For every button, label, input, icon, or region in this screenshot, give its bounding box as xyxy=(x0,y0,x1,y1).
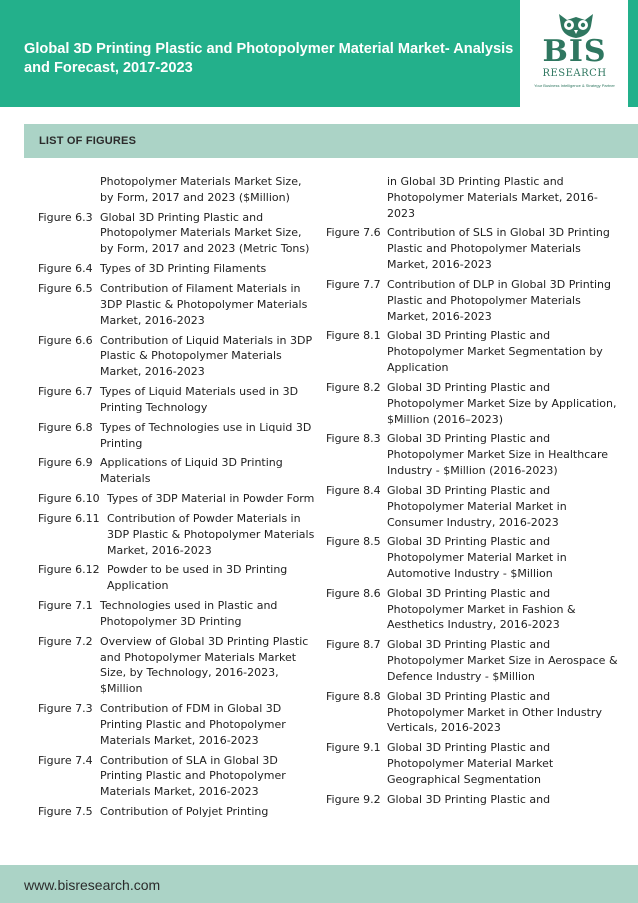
figure-entry xyxy=(326,483,618,530)
figure-entry xyxy=(38,384,318,416)
figure-caption: Global 3D Printing Plastic and Photopolymer Material Market in Automotive Industry - $Million xyxy=(387,535,567,580)
figure-entry xyxy=(326,534,618,581)
figure-entry xyxy=(38,562,318,594)
figure-caption: Types of Liquid Materials used in 3D Printing Technology xyxy=(100,385,299,414)
figure-number xyxy=(38,174,100,206)
figure-number: Figure 8.5 xyxy=(326,535,381,549)
figure-number: Figure 6.9 xyxy=(38,456,93,470)
figure-entry xyxy=(326,277,618,324)
header-band xyxy=(0,0,520,107)
figure-caption: Contribution of DLP in Global 3D Printing Plastic and Photopolymer Materials Market, 2016-2023 xyxy=(387,277,612,323)
figure-entry xyxy=(38,281,318,328)
figure-caption: Global 3D Printing Plastic and Photopolymer Market Size in Healthcare Industry - $Million (2016-2023) xyxy=(387,432,609,478)
footer-bar xyxy=(0,865,638,903)
figure-number: Figure 8.2 xyxy=(326,380,381,394)
figure-number: Figure 8.1 xyxy=(326,329,381,343)
figure-entry xyxy=(38,804,318,820)
figure-number: Figure 6.3 xyxy=(38,210,93,224)
figure-entry xyxy=(38,210,318,257)
figure-entry xyxy=(38,598,318,630)
figure-number: Figure 6.12 xyxy=(38,563,100,577)
figure-entry xyxy=(326,792,618,808)
figure-entry xyxy=(38,511,318,558)
figure-caption: Global 3D Printing Plastic and Photopolymer Market in Fashion & Aesthetics Industry, 2016-2023 xyxy=(387,586,576,632)
figure-caption: Contribution of Powder Materials in 3DP Plastic & Photopolymer Materials Market, 2016-2023 xyxy=(107,511,315,557)
figure-caption: Contribution of Filament Materials in 3DP Plastic & Photopolymer Materials Market, 2016-2023 xyxy=(100,282,308,327)
figure-entry xyxy=(326,740,618,787)
figure-number: Figure 7.1 xyxy=(38,599,93,613)
figure-caption: Global 3D Printing Plastic and Photopolymer Material Market Geographical Segmentation xyxy=(387,741,554,786)
figure-number: Figure 6.10 xyxy=(38,492,100,506)
figure-entry xyxy=(38,491,318,507)
figure-entry xyxy=(326,380,618,427)
figure-number: Figure 8.6 xyxy=(326,586,381,600)
figure-entry xyxy=(38,420,318,452)
figure-entry xyxy=(326,689,618,736)
figure-caption: Overview of Global 3D Printing Plastic and Photopolymer Materials Market Size, by Technology, 2016-2023, $Million xyxy=(100,634,309,696)
figure-entry xyxy=(326,225,618,272)
bis-research-logo xyxy=(523,0,626,107)
figure-entry xyxy=(38,701,318,748)
figure-caption: Global 3D Printing Plastic and Photopolymer Material Market in Consumer Industry, 2016-2023 xyxy=(387,483,567,529)
figure-caption: Photopolymer Materials Market Size, by Form, 2017 and 2023 ($Million) xyxy=(100,175,302,204)
figure-caption: Technologies used in Plastic and Photopolymer 3D Printing xyxy=(100,599,278,628)
figure-caption: Types of 3DP Material in Powder Form xyxy=(107,492,315,506)
figure-number: Figure 6.8 xyxy=(38,420,93,434)
logo-tagline: Your Business Intelligence & Strategy Partner xyxy=(534,83,615,88)
figure-number: Figure 8.3 xyxy=(326,432,381,446)
figure-number: Figure 6.4 xyxy=(38,262,93,276)
section-header-bar xyxy=(24,124,638,158)
figure-number: Figure 6.11 xyxy=(38,511,100,525)
figure-caption: Contribution of SLA in Global 3D Printing Plastic and Photopolymer Materials Market, 2016-2023 xyxy=(100,753,286,799)
figure-caption: Global 3D Printing Plastic and xyxy=(387,792,551,806)
figure-number: Figure 9.2 xyxy=(326,792,381,806)
logo-brand: BIS xyxy=(542,34,607,69)
figure-entry xyxy=(38,261,318,277)
figure-number: Figure 7.7 xyxy=(326,277,381,291)
figure-number: Figure 7.4 xyxy=(38,753,93,767)
figure-entry xyxy=(38,753,318,800)
figure-number: Figure 7.5 xyxy=(38,805,93,819)
figure-caption: in Global 3D Printing Plastic and Photopolymer Materials Market, 2016-2023 xyxy=(387,175,598,220)
figure-number: Figure 7.2 xyxy=(38,634,93,648)
website-link[interactable]: www.bisresearch.com xyxy=(24,877,161,893)
figure-number: Figure 8.7 xyxy=(326,638,381,652)
figure-entry xyxy=(326,637,618,684)
figure-caption: Global 3D Printing Plastic and Photopolymer Market in Other Industry Verticals, 2016-2023 xyxy=(387,689,602,735)
figure-caption: Global 3D Printing Plastic and Photopolymer Materials Market Size, by Form, 2017 and 2023 (Metric Tons) xyxy=(100,210,310,256)
figure-entry xyxy=(38,455,318,487)
figure-list-right-column xyxy=(326,174,618,812)
figure-caption: Global 3D Printing Plastic and Photopolymer Market Size in Aerospace & Defence Industry - $Million xyxy=(387,638,618,683)
figure-caption: Contribution of SLS in Global 3D Printing Plastic and Photopolymer Materials Market, 2016-2023 xyxy=(387,226,610,272)
section-title: LIST OF FIGURES xyxy=(39,135,137,147)
figure-number: Figure 6.6 xyxy=(38,333,93,347)
figure-caption: Powder to be used in 3D Printing Application xyxy=(107,563,288,593)
figure-entry xyxy=(326,174,618,221)
figure-caption: Types of 3D Printing Filaments xyxy=(100,262,267,276)
figure-list-left-column xyxy=(38,174,318,824)
figure-entry xyxy=(326,328,618,375)
figure-number: Figure 8.8 xyxy=(326,689,381,703)
figure-number: Figure 7.3 xyxy=(38,702,93,716)
figure-entry xyxy=(326,431,618,478)
figure-number: Figure 9.1 xyxy=(326,741,381,755)
figure-caption: Contribution of FDM in Global 3D Printing Plastic and Photopolymer Materials Market, 2016-2023 xyxy=(100,702,286,747)
figure-caption: Global 3D Printing Plastic and Photopolymer Market Segmentation by Application xyxy=(387,329,603,375)
figure-caption: Types of Technologies use in Liquid 3D Printing xyxy=(100,420,312,450)
document-title: Global 3D Printing Plastic and Photopolymer Material Market- Analysis and Forecast, 2017-2023 xyxy=(24,41,514,76)
header-edge-stripe xyxy=(628,0,638,107)
logo-subtitle: RESEARCH xyxy=(542,68,607,79)
figure-entry xyxy=(326,586,618,633)
figure-caption: Contribution of Liquid Materials in 3DP Plastic & Photopolymer Materials Market, 2016-2023 xyxy=(100,333,313,379)
figure-caption: Global 3D Printing Plastic and Photopolymer Market Size by Application, $Million (2016–2023) xyxy=(387,380,617,426)
figure-number: Figure 6.5 xyxy=(38,282,93,296)
figure-number xyxy=(326,174,387,221)
figure-entry xyxy=(38,634,318,697)
figure-number: Figure 8.4 xyxy=(326,483,381,497)
figure-number: Figure 6.7 xyxy=(38,385,93,399)
figure-caption: Contribution of Polyjet Printing xyxy=(100,805,269,819)
figure-caption: Applications of Liquid 3D Printing Materials xyxy=(100,456,283,486)
figure-number: Figure 7.6 xyxy=(326,226,381,240)
figure-entry xyxy=(38,174,318,206)
figure-entry xyxy=(38,333,318,380)
